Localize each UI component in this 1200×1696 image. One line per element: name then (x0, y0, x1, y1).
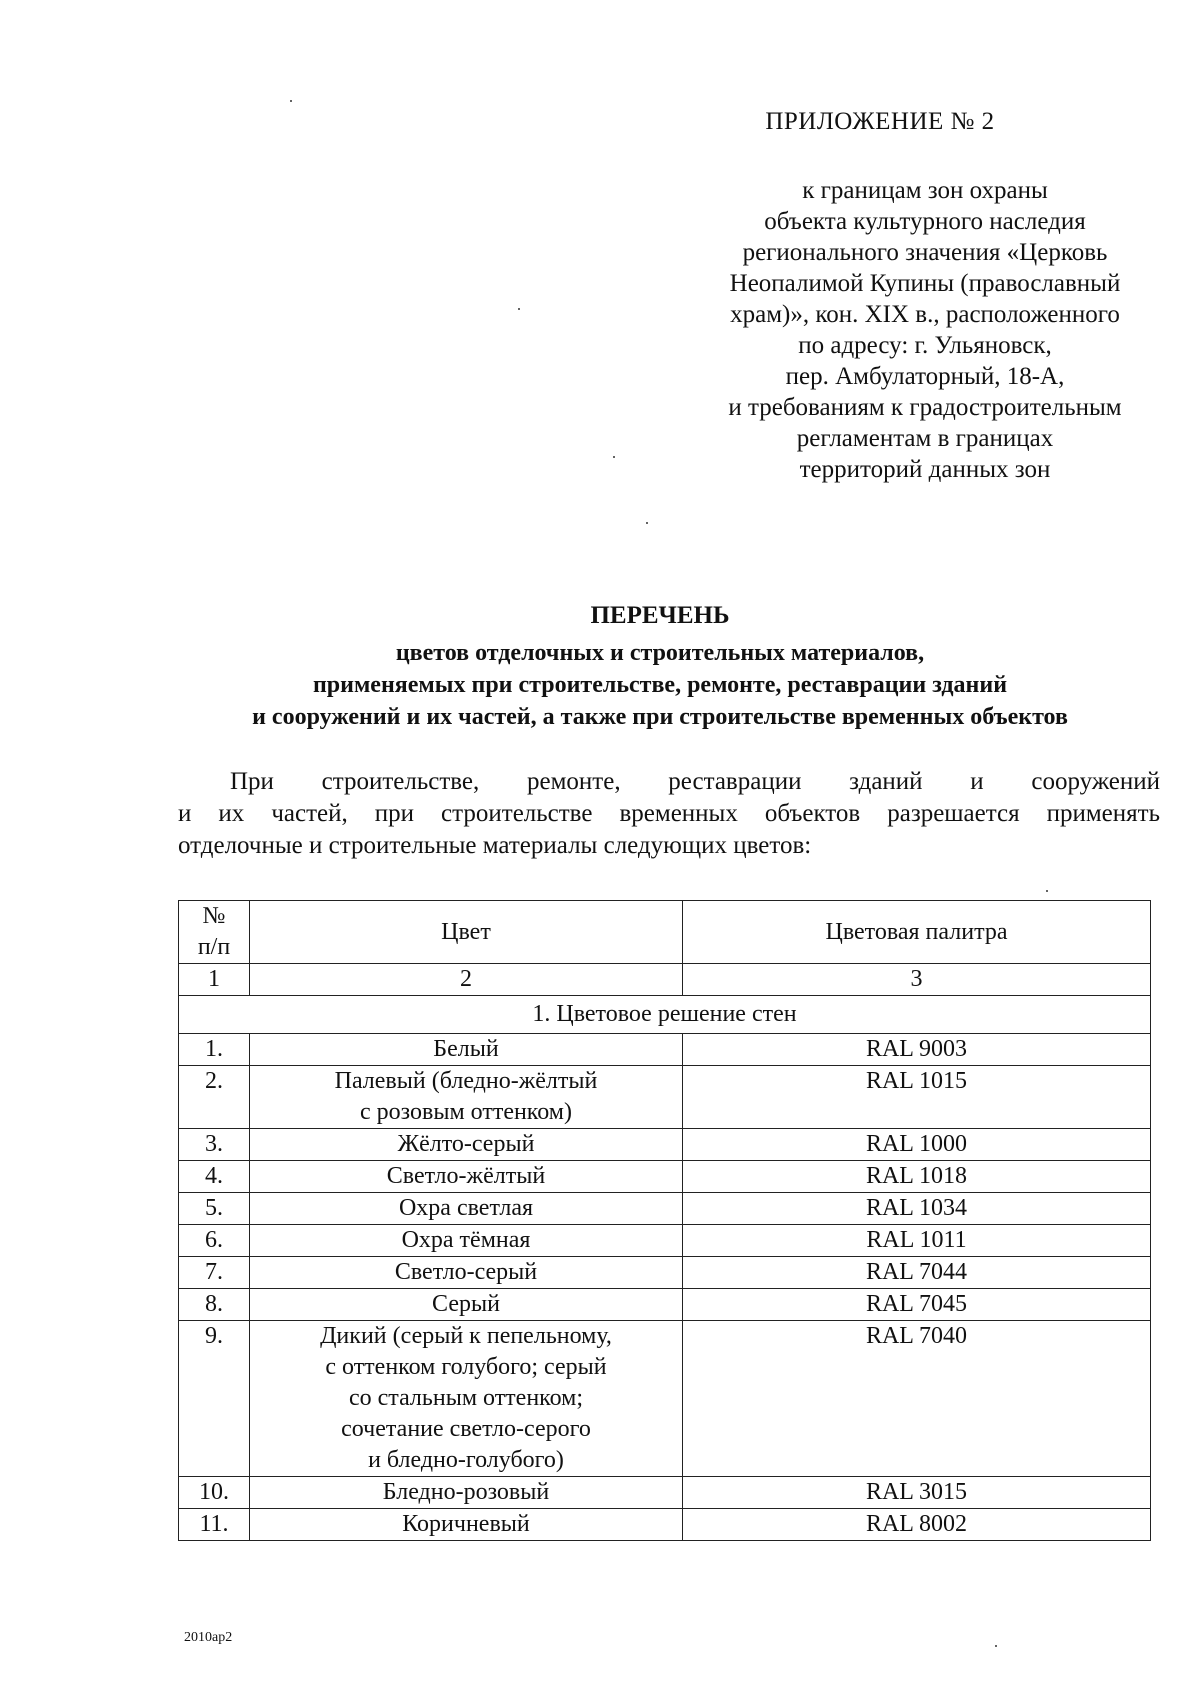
row-number: 4. (179, 1161, 250, 1193)
footer-code: 2010ap2 (184, 1630, 233, 1645)
row-number: 8. (179, 1289, 250, 1321)
row-palette: RAL 9003 (683, 1034, 1151, 1066)
row-color (250, 1066, 683, 1129)
row-palette: RAL 1034 (683, 1193, 1151, 1225)
section-title: 1. Цветовое решение стен (179, 996, 1151, 1034)
header-color: Цвет (250, 901, 683, 964)
appendix-subtitle-line: объекта культурного наследия (764, 208, 1086, 235)
row-color (250, 1225, 683, 1257)
table-row (179, 1161, 1151, 1193)
row-palette: RAL 1011 (683, 1225, 1151, 1257)
row-palette: RAL 1000 (683, 1129, 1151, 1161)
row-color (250, 1129, 683, 1161)
document-subtitle (160, 637, 1160, 733)
table-row (179, 1289, 1151, 1321)
appendix-subtitle-line: по адресу: г. Ульяновск, (798, 332, 1052, 359)
row-color-line: и бледно-голубого) (368, 1447, 564, 1473)
row-color (250, 1509, 683, 1541)
row-color-line: Жёлто-серый (397, 1131, 535, 1157)
column-number: 3 (683, 964, 1151, 996)
scan-speck (1046, 890, 1048, 892)
intro-paragraph (178, 766, 1160, 862)
row-palette: RAL 7040 (683, 1321, 1151, 1477)
row-color-line: со стальным оттенком; (348, 1385, 584, 1411)
row-color-line: Палевый (бледно-жёлтый (334, 1068, 598, 1094)
row-color (250, 1477, 683, 1509)
row-palette: RAL 8002 (683, 1509, 1151, 1541)
document-subtitle-line: применяемых при строительстве, ремонте, реставрации зданий (312, 672, 1008, 698)
table-row (179, 1321, 1151, 1477)
header-number (179, 901, 250, 964)
appendix-title: ПРИЛОЖЕНИЕ № 2 (765, 108, 995, 135)
row-palette: RAL 7044 (683, 1257, 1151, 1289)
row-number: 9. (179, 1321, 250, 1477)
appendix-subtitle-line: пер. Амбулаторный, 18-А, (785, 363, 1065, 390)
row-color-line: сочетание светло-серого (341, 1416, 591, 1442)
table-header-row (179, 901, 1151, 964)
scan-speck (290, 100, 292, 102)
row-color (250, 1321, 683, 1477)
document-subtitle-line: цветов отделочных и строительных материалов, (395, 640, 925, 666)
document-subtitle-line: и сооружений и их частей, а также при строительстве временных объектов (252, 704, 1068, 730)
column-number: 1 (179, 964, 250, 996)
scan-speck (518, 308, 520, 310)
row-palette: RAL 7045 (683, 1289, 1151, 1321)
row-color-line: Охра светлая (398, 1195, 534, 1221)
intro-line: и их частей, при строительстве временных объектов разрешается применять (178, 800, 1160, 827)
appendix-subtitle-line: территорий данных зон (799, 456, 1051, 483)
header-palette: Цветовая палитра (683, 901, 1151, 964)
scan-speck (613, 456, 615, 458)
row-number: 10. (179, 1477, 250, 1509)
column-numbers-row (179, 964, 1151, 996)
row-color (250, 1034, 683, 1066)
table-row (179, 1477, 1151, 1509)
row-color-line: Светло-серый (394, 1259, 538, 1285)
row-number: 7. (179, 1257, 250, 1289)
row-color-line: с оттенком голубого; серый (325, 1354, 607, 1380)
row-number: 2. (179, 1066, 250, 1129)
intro-line: При строительстве, ремонте, реставрации зданий и сооружений (230, 768, 1160, 795)
row-color-line: Бледно-розовый (382, 1479, 550, 1505)
row-number: 3. (179, 1129, 250, 1161)
intro-line: отделочные и строительные материалы следующих цветов: (178, 832, 812, 859)
row-palette: RAL 1015 (683, 1066, 1151, 1129)
table-row (179, 1509, 1151, 1541)
row-number: 1. (179, 1034, 250, 1066)
row-color (250, 1161, 683, 1193)
row-color-line: Охра тёмная (401, 1227, 531, 1253)
appendix-subtitle-line: регламентам в границах (796, 425, 1054, 452)
row-color-line: Коричневый (402, 1511, 530, 1537)
row-color (250, 1257, 683, 1289)
row-color-line: Белый (433, 1036, 499, 1062)
section-row (179, 996, 1151, 1034)
row-color (250, 1193, 683, 1225)
table-row (179, 1066, 1151, 1129)
table-row (179, 1193, 1151, 1225)
row-color-line: Светло-жёлтый (386, 1163, 546, 1189)
appendix-subtitle-line: регионального значения «Церковь (742, 239, 1108, 266)
appendix-subtitle-line: и требованиям к градостроительным (728, 394, 1122, 421)
scan-speck (995, 1645, 997, 1647)
scan-speck (646, 522, 648, 524)
colors-table (178, 900, 1151, 1541)
row-palette: RAL 1018 (683, 1161, 1151, 1193)
appendix-subtitle-line: к границам зон охраны (802, 177, 1048, 204)
row-color (250, 1289, 683, 1321)
appendix-subtitle (690, 175, 1160, 485)
table-row (179, 1034, 1151, 1066)
row-color-line: с розовым оттенком) (360, 1099, 572, 1125)
header-number-line: № (202, 903, 226, 929)
table-row (179, 1257, 1151, 1289)
appendix-subtitle-line: храм)», кон. XIX в., расположенного (730, 301, 1120, 328)
row-number: 11. (179, 1509, 250, 1541)
table-row (179, 1225, 1151, 1257)
table-row (179, 1129, 1151, 1161)
row-color-line: Дикий (серый к пепельному, (320, 1323, 612, 1349)
document-title: ПЕРЕЧЕНЬ (590, 602, 730, 629)
appendix-subtitle-line: Неопалимой Купины (православный (729, 270, 1121, 297)
column-number: 2 (250, 964, 683, 996)
row-color-line: Серый (432, 1291, 500, 1317)
row-number: 5. (179, 1193, 250, 1225)
row-number: 6. (179, 1225, 250, 1257)
row-palette: RAL 3015 (683, 1477, 1151, 1509)
header-number-line: п/п (197, 934, 231, 960)
